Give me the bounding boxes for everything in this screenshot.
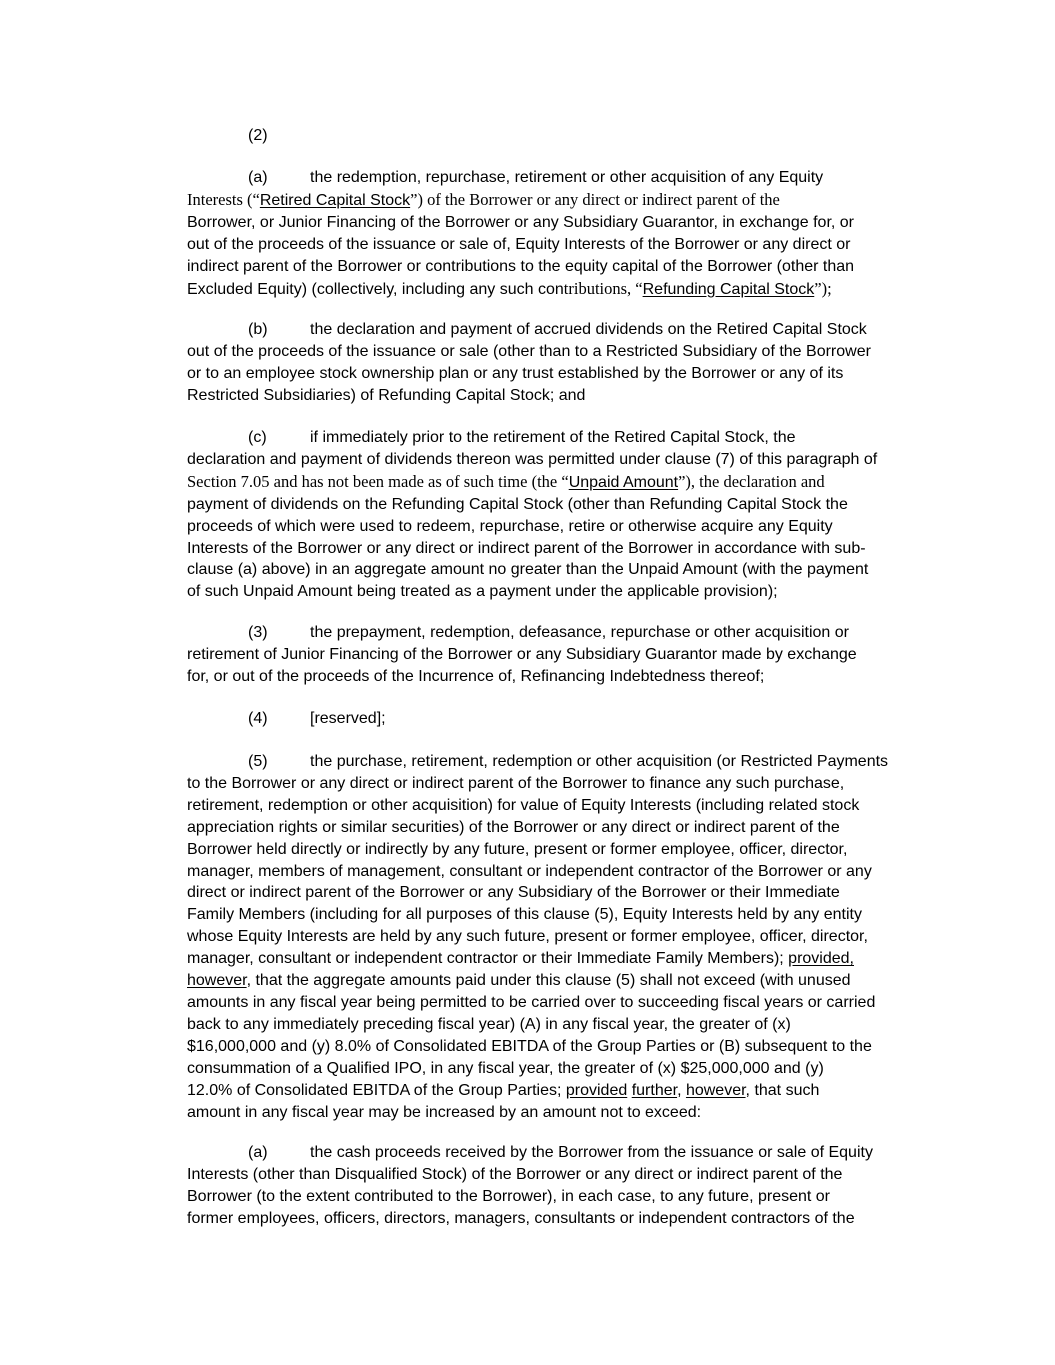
text-segment: 12.0% of Consolidated EBITDA of the Group Parties; [187,1081,566,1099]
text-segment: , that such [745,1081,820,1099]
paragraph-3 [187,622,947,688]
text-line: amount in any fiscal year may be increased by an amount not to exceed: [187,1103,702,1121]
text-segment: Interests (“ [187,189,260,209]
text-line: Borrower (to the extent contributed to the Borrower), in each case, to any future, present or [187,1187,830,1205]
paragraph-5 [187,751,947,1123]
text-segment: Section 7.05 and has not been made as of such time (the “ [187,471,569,491]
paragraph-2a [187,167,947,300]
paragraph-2-heading [187,125,947,147]
text-line: Interests (other than Disqualified Stock) of the Borrower or any direct or indirect parent of the [187,1165,843,1183]
text-segment: Excluded Equity) (collectively, including any such con [187,280,564,298]
text-segment: ”) of the Borrower or any direct or indirect parent of the [410,189,780,209]
text-line: of such Unpaid Amount being treated as a payment under the applicable provision); [187,583,778,601]
term-however: however [685,1081,746,1099]
text-line: $16,000,000 and (y) 8.0% of Consolidated EBITDA of the Group Parties or (B) subsequent to the [187,1037,872,1055]
text-line: appreciation rights or similar securities) of the Borrower or any direct or indirect parent of the [187,818,840,836]
text-segment: tributions, “ [563,278,643,298]
text-line: retirement, redemption or other acquisition) for value of Equity Interests (including related stock [187,796,860,814]
text-segment: , that the aggregate amounts paid under this clause (5) shall not exceed (with unused [246,972,851,990]
text-line: if immediately prior to the retirement of the Retired Capital Stock, the [310,429,796,446]
text-line: Family Members (including for all purposes of this clause (5), Equity Interests held by any entity [187,906,862,924]
text-line: retirement of Junior Financing of the Borrower or any Subsidiary Guarantor made by exchange [187,645,857,663]
term-provided: provided, [788,950,854,968]
text-line: former employees, officers, directors, managers, consultants or independent contractors of the [187,1209,855,1227]
text-line: or to an employee stock ownership plan or any trust established by the Borrower or any of its [187,364,844,382]
text-segment: ”), the declaration and [678,471,825,491]
text-line: out of the proceeds of the issuance or sale (other than to a Restricted Subsidiary of the Borrower [187,342,871,360]
text-line: the cash proceeds received by the Borrower from the issuance or sale of Equity [310,1144,873,1161]
clause-label: (5) [248,753,268,770]
text-line: clause (a) above) in an aggregate amount no greater than the Unpaid Amount (with the payment [187,561,869,579]
term-further: further [631,1081,678,1099]
paragraph-2c [187,427,947,603]
term-however: however [187,972,247,990]
text-line: the purchase, retirement, redemption or other acquisition (or Restricted Payments [310,753,889,770]
defined-term-unpaid-amount: Unpaid Amount [568,473,679,491]
text-line: the prepayment, redemption, defeasance, repurchase or other acquisition or [310,624,849,641]
text-line: Restricted Subsidiaries) of Refunding Capital Stock; and [187,386,586,404]
text-line: Interests of the Borrower or any direct or indirect parent of the Borrower in accordance with sub- [187,539,866,557]
text-line: whose Equity Interests are held by any such future, present or former employee, officer, director, [187,928,868,946]
text-line: back to any immediately preceding fiscal year) (A) in any fiscal year, the greater of (x) [187,1015,791,1033]
clause-label: (a) [248,1144,268,1161]
text-line: the redemption, repurchase, retirement or other acquisition of any Equity [310,169,824,186]
clause-label: (a) [248,169,268,186]
text-line: payment of dividends on the Refunding Capital Stock (other than Refunding Capital Stock the [187,495,848,513]
text-line: out of the proceeds of the issuance or sale of, Equity Interests of the Borrower or any direct or [187,235,851,253]
paragraph-2b [187,319,947,407]
text-line: to the Borrower or any direct or indirect parent of the Borrower to finance any such purchase, [187,774,845,792]
text-line: for, or out of the proceeds of the Incurrence of, Refinancing Indebtedness thereof; [187,667,765,685]
text-line: Borrower held directly or indirectly by any future, present or former employee, officer, director, [187,840,848,858]
text-line: the declaration and payment of accrued dividends on the Retired Capital Stock [310,321,867,338]
text-segment: manager, consultant or independent contractor or their Immediate Family Members); [187,950,789,968]
paragraph-4 [187,708,947,730]
term-provided: provided [565,1081,628,1099]
clause-label: (2) [248,127,268,144]
text-line: indirect parent of the Borrower or contributions to the equity capital of the Borrower (other than [187,257,855,275]
clause-label: (c) [248,429,267,446]
paragraph-5a [187,1142,947,1230]
text-line: amounts in any fiscal year being permitted to be carried over to succeeding fiscal years or carried [187,993,876,1011]
text-line: consummation of a Qualified IPO, in any fiscal year, the greater of (x) $25,000,000 and (y) [187,1059,824,1077]
clause-label: (4) [248,710,268,727]
text-line: manager, members of management, consultant or independent contractor of the Borrower or any [187,862,872,880]
text-segment: ”); [814,278,832,298]
clause-label: (3) [248,624,268,641]
clause-label: (b) [248,321,268,338]
text-line: Borrower, or Junior Financing of the Borrower or any Subsidiary Guarantor, in exchange for, or [187,213,855,231]
defined-term-refunding-capital-stock: Refunding Capital Stock [642,280,815,298]
text-line: declaration and payment of dividends thereon was permitted under clause (7) of this paragraph of [187,450,878,468]
text-line: proceeds of which were used to redeem, repurchase, retire or otherwise acquire any Equity [187,517,833,535]
defined-term-retired-capital-stock: Retired Capital Stock [259,191,411,209]
text-line: [reserved]; [310,710,386,727]
text-line: direct or indirect parent of the Borrower or any Subsidiary of the Borrower or their Immediate [187,884,840,902]
text-segment: , [677,1081,686,1099]
